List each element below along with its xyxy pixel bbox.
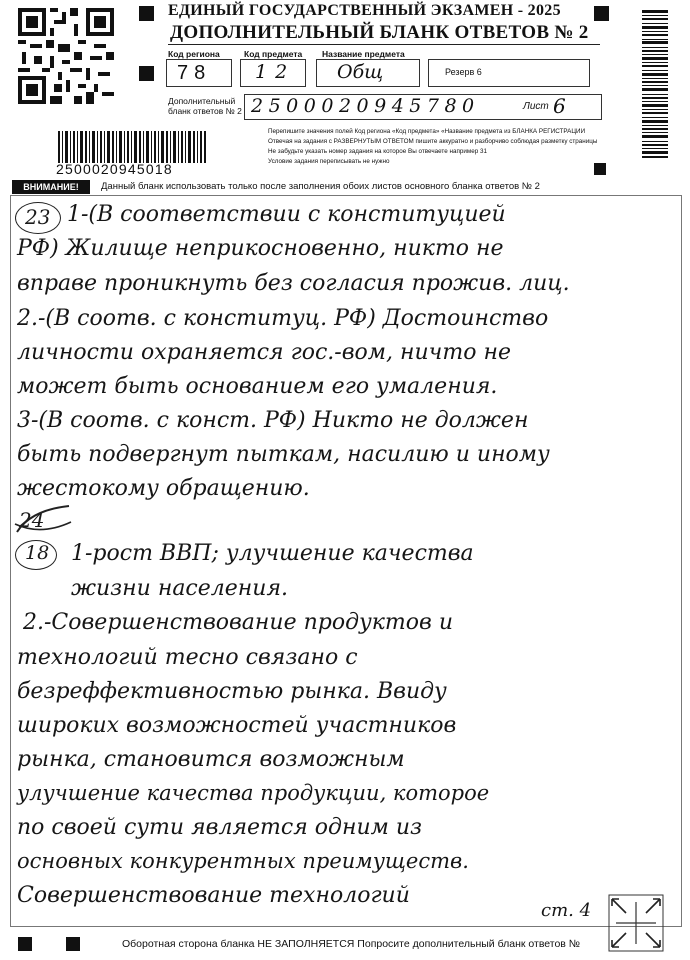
answer-line: 1-(В соответствии с конституцией [67, 202, 506, 227]
sheet-value: 6 [553, 94, 566, 118]
answer-area[interactable] [10, 195, 682, 927]
form-number-field [244, 94, 602, 120]
form-number-label: Дополнительный бланк ответов № 2 [168, 96, 242, 116]
subject-name-field[interactable] [316, 59, 420, 87]
answer-line: жестокому обращению. [17, 476, 310, 501]
instruction-line: Условие задания переписывать не нужно [268, 158, 390, 165]
subject-code-value: 12 [255, 61, 296, 83]
answer-line: улучшение качества продукции, которое [17, 781, 490, 805]
instruction-line: Перепишите значения полей Код региона «Код предмета» «Название предмета из БЛАНКА РЕГИСТРАЦИИ [268, 128, 586, 135]
strike-mark [11, 502, 75, 538]
answer-line: быть подвергнут пыткам, насилию и иному [17, 442, 550, 467]
barcode-number: 2500020945018 [56, 161, 173, 177]
instruction-line: Отвечая на задания с РАЗВЕРНУТЫМ ОТВЕТОМ пишите аккуратно и разборчиво соблюдая разметку страницы [268, 138, 598, 145]
task-24-number: 24 [19, 508, 45, 532]
subject-code-label: Код предмета [244, 49, 303, 59]
task-23-number: 23 [25, 205, 51, 229]
answer-line: 1-рост ВВП; улучшение качества [71, 541, 474, 566]
subject-name-value: Общ [337, 61, 384, 83]
answer-line: 2.-Совершенствование продуктов и [23, 610, 453, 635]
registration-mark [18, 937, 32, 951]
sheet-label: Лист [523, 101, 549, 112]
reserve-field [428, 59, 590, 87]
region-label: Код региона [168, 49, 220, 59]
registration-mark [594, 6, 609, 21]
registration-mark [66, 937, 80, 951]
reserve-label: Резерв 6 [445, 67, 482, 77]
task-18-number: 18 [25, 542, 50, 564]
answer-line: личности охраняется гос.-вом, ничто не [17, 340, 511, 365]
answer-line: РФ) Жилище неприкосновенно, никто не [17, 236, 504, 261]
answer-line: Совершенствование технологий [17, 883, 410, 908]
horizontal-barcode [58, 131, 206, 163]
vertical-barcode [642, 10, 668, 158]
answer-line: ст. 4 [541, 900, 592, 921]
form-number-value: 2500020945780 [251, 95, 480, 117]
answer-line: технологий тесно связано с [17, 645, 358, 670]
form-title: ДОПОЛНИТЕЛЬНЫЙ БЛАНК ОТВЕТОВ № 2 [170, 22, 589, 43]
answer-line: может быть основанием его умаления. [17, 374, 498, 399]
subject-name-label: Название предмета [322, 49, 405, 59]
qr-code [18, 8, 114, 104]
footer-note: Оборотная сторона бланка НЕ ЗАПОЛНЯЕТСЯ Попросите дополнительный бланк ответов № [122, 938, 581, 950]
warning-label: ВНИМАНИЕ! [12, 180, 90, 194]
answer-line: широких возможностей участников [17, 713, 457, 738]
registration-mark [594, 163, 606, 175]
region-field[interactable] [166, 59, 232, 87]
registration-mark [139, 6, 154, 21]
answer-line: 3-(В соотв. с конст. РФ) Никто не должен [17, 408, 529, 433]
answer-line: 2.-(В соотв. с конституц. РФ) Достоинство [17, 306, 549, 331]
answer-line: безреффективностью рынка. Ввиду [17, 679, 447, 704]
title-underline [168, 44, 600, 45]
instruction-line: Не забудьте указать номер задания на которое Вы отвечаете например 31 [268, 148, 487, 155]
region-value: 78 [177, 62, 212, 84]
corner-arrows-icon [608, 894, 664, 952]
answer-line: вправе проникнуть без согласия прожив. лиц. [17, 271, 570, 296]
answer-line: по своей сути является одним из [17, 815, 423, 840]
answer-line: жизни населения. [71, 576, 289, 601]
exam-title: ЕДИНЫЙ ГОСУДАРСТВЕННЫЙ ЭКЗАМЕН - 2025 [168, 2, 561, 19]
registration-mark [139, 66, 154, 81]
answer-line: рынка, становится возможным [17, 747, 405, 772]
subject-code-field[interactable] [240, 59, 306, 87]
warning-text: Данный бланк использовать только после заполнения обоих листов основного бланка ответов № 2 [101, 181, 540, 192]
answer-line: основных конкурентных преимуществ. [17, 849, 469, 873]
